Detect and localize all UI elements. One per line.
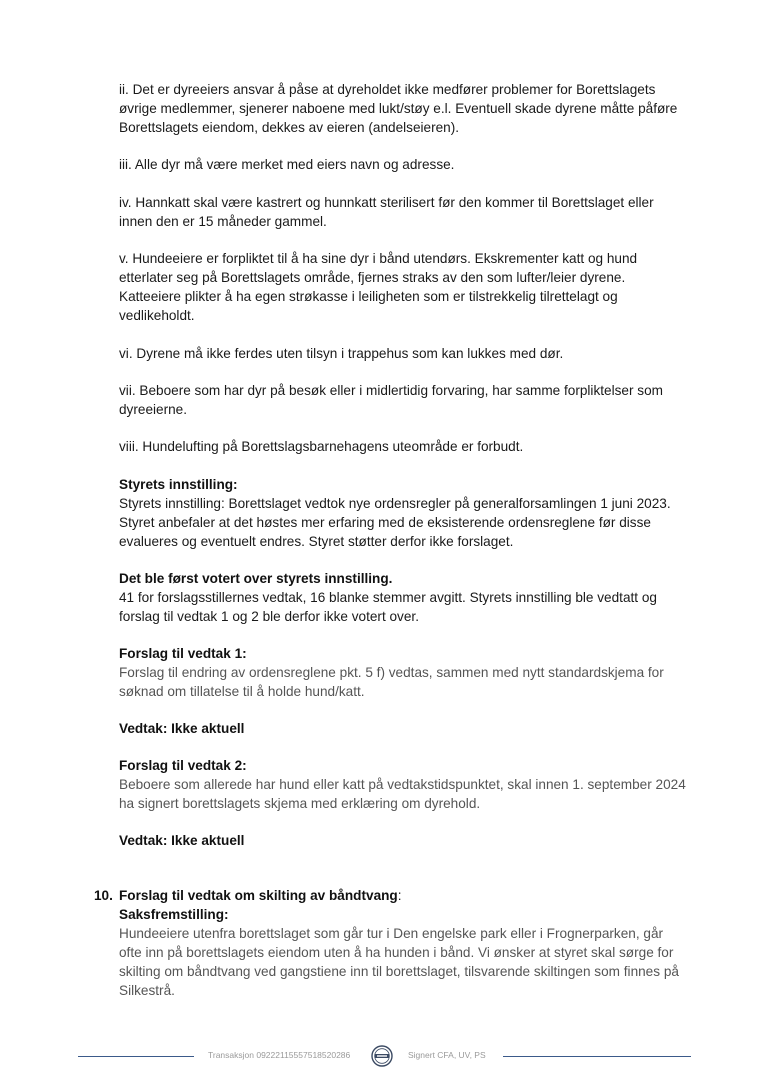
footer-right-line <box>503 1056 691 1057</box>
footer <box>0 1045 768 1067</box>
signature-seal-icon <box>371 1045 393 1067</box>
rule-v <box>119 249 689 325</box>
rule-vii <box>119 381 689 419</box>
rule-viii <box>119 437 689 456</box>
proposal-1-heading: Forslag til vedtak 1: <box>119 646 247 661</box>
proposal-1-decision <box>119 719 689 738</box>
rule-iii-text: iii. Alle dyr må være merket med eiers navn og adresse. <box>119 157 455 172</box>
board-recommendation-text: Styrets innstilling: Borettslaget vedtok nye ordensregler på generalforsamlingen 1 juni 2023. Styret anbefaler at det høstes mer erfaring med de eksisterende ordensreglene før disse evalueres og eventuelt endres. Styret støtter derfor ikke forslaget. <box>119 496 671 549</box>
transaction-id: Transaksjon 09222115557518520286 <box>208 1050 351 1060</box>
rule-ii-text: ii. Det er dyreeiers ansvar å påse at dyreholdet ikke medfører problemer for Borettslagets øvrige medlemmer, sjenerer naboene med lukt/støy e.l. Eventuell skade dyrene måtte påføre Borettslagets eiendom, dekkes av eieren (andelseieren). <box>119 82 678 135</box>
board-recommendation-heading: Styrets innstilling: <box>119 477 238 492</box>
proposal-2-decision-text: Vedtak: Ikke aktuell <box>119 833 245 848</box>
board-recommendation <box>119 475 689 551</box>
vote-heading: Det ble først votert over styrets innstilling. <box>119 571 393 586</box>
vote-text: 41 for forslagsstillernes vedtak, 16 blanke stemmer avgitt. Styrets innstilling ble vedtatt og forslag til vedtak 1 og 2 ble derfor ikke votert over. <box>119 590 657 624</box>
rule-vi-text: vi. Dyrene må ikke ferdes uten tilsyn i trappehus som kan lukkes med dør. <box>119 346 564 361</box>
proposal-2 <box>119 756 689 813</box>
rule-ii <box>119 80 689 137</box>
vote-result <box>119 569 689 626</box>
proposal-1-text: Forslag til endring av ordensreglene pkt. 5 f) vedtas, sammen med nytt standardskjema for søknad om tillatelse til å holde hund/katt. <box>119 665 664 699</box>
section-10-text: Hundeeiere utenfra borettslaget som går tur i Den engelske park eller i Frognerparken, går ofte inn på borettslagets eiendom uten å ha hunden i bånd. Vi ønsker at styret skal sørge for skilting om båndtvang ved gangstiene inn til borettslaget, tilsvarende skiltingen som finnes på Silkestrå. <box>119 926 679 998</box>
rule-viii-text: viii. Hundelufting på Borettslagsbarnehagens uteområde er forbudt. <box>119 439 524 454</box>
section-10-title-colon: : <box>397 888 402 903</box>
rule-v-text: v. Hundeeiere er forpliktet til å ha sine dyr i bånd utendørs. Ekskrementer katt og hund etterlater seg på Borettslagets område, fjernes straks av den som lufter/leier dyrene. Katteeiere plikter å ha egen strøkasse i leiligheten som er tilstrekkelig tilrettelagt og vedlikeholdt. <box>119 251 638 323</box>
rule-iv <box>119 193 689 231</box>
proposal-2-text: Beboere som allerede har hund eller katt på vedtakstidspunktet, skal innen 1. september 2024 ha signert borettslagets skjema med erklæring om dyrehold. <box>119 777 686 811</box>
rule-iii <box>119 155 689 174</box>
section-10-subheading: Saksfremstilling: <box>119 907 229 922</box>
rule-iv-text: iv. Hannkatt skal være kastrert og hunnkatt sterilisert før den kommer til Borettslaget eller innen den er 15 måneder gammel. <box>119 195 654 229</box>
proposal-1 <box>119 644 689 701</box>
rule-vii-text: vii. Beboere som har dyr på besøk eller i midlertidig forvaring, har samme forpliktelser som dyreeierne. <box>119 383 663 417</box>
footer-left-line <box>78 1056 194 1057</box>
section-10-title: Forslag til vedtak om skilting av båndtvang <box>119 888 398 903</box>
section-10 <box>119 886 689 1000</box>
signed-by: Signert CFA, UV, PS <box>408 1050 486 1060</box>
proposal-2-decision <box>119 831 689 850</box>
proposal-2-heading: Forslag til vedtak 2: <box>119 758 247 773</box>
section-10-number: 10. <box>94 888 113 903</box>
rule-vi <box>119 344 689 363</box>
proposal-1-decision-text: Vedtak: Ikke aktuell <box>119 721 245 736</box>
